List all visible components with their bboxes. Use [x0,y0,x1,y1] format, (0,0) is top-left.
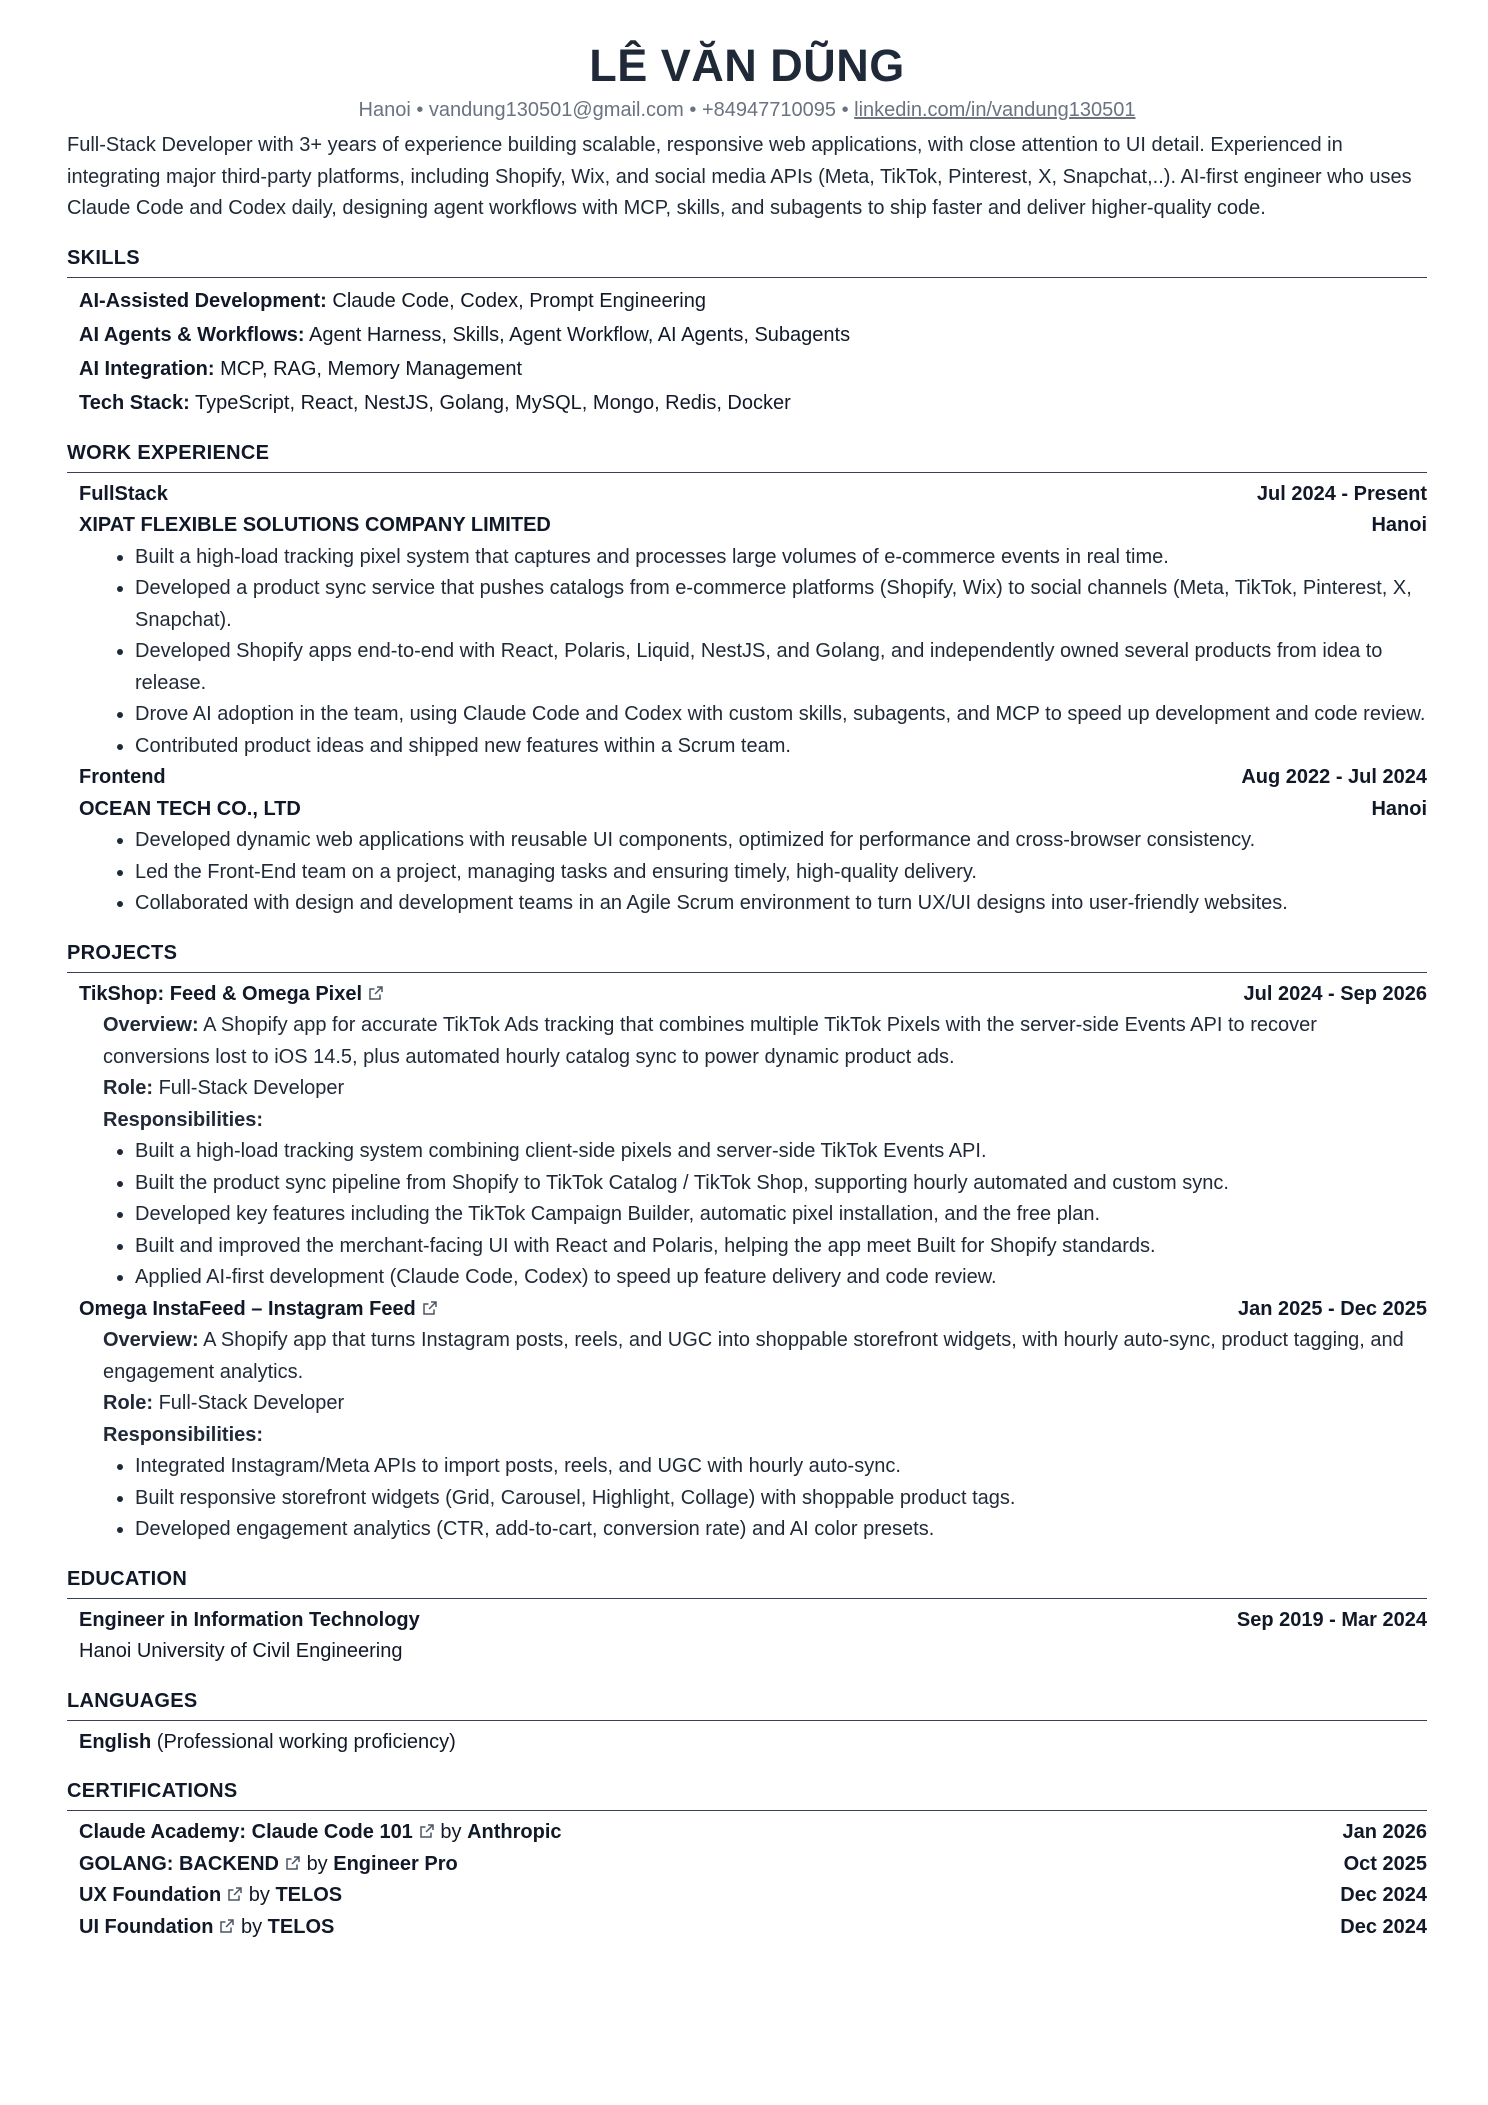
job-bullets [79,825,1427,920]
job-location: Hanoi [1371,514,1427,536]
job-company: OCEAN TECH CO., LTD [79,797,301,820]
list-item: • Led the Front-End team on a project, managing tasks and ensuring timely, high-quality delivery. [135,857,1427,889]
certification-date: Dec 2024 [1340,1884,1427,1906]
certification-issuer: TELOS [267,1915,335,1938]
project-role [79,1388,1427,1420]
summary-text: Full-Stack Developer with 3+ years of experience building scalable, responsive web applications, with close attention to UI detail. Experienced in integrating major third-party platforms, including Shopify, Wix, and social media APIs (Meta, TikTok, Pinterest, X, Snapchat,..). AI-first engineer who uses Claude Code and Codex daily, designing agent workflows with MCP, skills, and subagents to ship faster and deliver higher-quality code. [67,134,1412,219]
overview-label: Overview: [103,1014,199,1036]
by-label: by [240,1915,263,1938]
job-dates: Jul 2024 - Present [1256,482,1427,505]
degree-text: Engineer in Information Technology [79,1608,420,1631]
certifications-list [67,1811,1427,1943]
linkedin-link[interactable]: linkedin.com/in/vandung130501 [854,99,1136,121]
certification-issuer: Engineer Pro [333,1852,458,1875]
job-dates: Aug 2022 - Jul 2024 [1241,766,1427,788]
certification-row [79,1880,1427,1912]
section-title-projects: PROJECTS [67,940,1427,973]
education-entry [67,1599,1427,1668]
external-link-icon[interactable] [227,1886,243,1902]
project-role [79,1073,1427,1105]
list-item: • Collaborated with design and development teams in an Agile Scrum environment to turn UX/UI designs into user-friendly websites. [135,888,1427,920]
certification-issuer: Anthropic [467,1821,562,1843]
phone-text: +84947710095 [701,99,837,121]
project-dates: Jan 2025 - Dec 2025 [1237,1297,1427,1320]
certification-name[interactable]: UX Foundation [79,1884,222,1906]
section-title-certifications: CERTIFICATIONS [67,1778,1427,1811]
list-item: • Integrated Instagram/Meta APIs to import posts, reels, and UGC with hourly auto-sync. [135,1451,1427,1483]
language-name: English [79,1730,152,1753]
list-item: • Developed Shopify apps end-to-end with React, Polaris, Liquid, NestJS, and Golang, and independently owned several products from idea to release. [135,636,1427,699]
skill-row [79,284,1427,318]
list-item: • Developed key features including the TikTok Campaign Builder, automatic pixel installation, and the free plan. [135,1199,1427,1231]
job-company: XIPAT FLEXIBLE SOLUTIONS COMPANY LIMITED [79,514,551,536]
skill-value: Agent Harness, Skills, Agent Workflow, AI Agents, Subagents [309,323,851,346]
overview-label: Overview: [103,1329,199,1351]
job-entry [79,479,1427,763]
certification-name[interactable]: GOLANG: BACKEND [79,1852,279,1875]
job-role: FullStack [79,482,168,505]
candidate-name: LÊ VĂN DŨNG [589,40,905,91]
external-link-icon[interactable] [422,1300,438,1316]
job-location: Hanoi [1371,797,1427,820]
email-text: vandung130501@gmail.com [428,99,684,121]
role-label: Role: [103,1392,153,1414]
project-bullets [79,1136,1427,1294]
list-item: • Applied AI-first development (Claude Code, Codex) to speed up feature delivery and code review. [135,1262,1427,1294]
project-name[interactable]: TikShop: Feed & Omega Pixel [79,982,363,1005]
skill-label: Tech Stack: [79,391,190,414]
role-text: Full-Stack Developer [158,1077,345,1099]
list-item: • Contributed product ideas and shipped new features within a Scrum team. [135,731,1427,763]
job-header [79,479,1427,511]
section-title-skills: SKILLS [67,245,1427,278]
by-label: by [440,1821,462,1843]
job-bullets [79,542,1427,763]
list-item: • Developed engagement analytics (CTR, add-to-cart, conversion rate) and AI color presets. [135,1514,1427,1546]
section-title-languages: LANGUAGES [67,1688,1427,1721]
resume-page [67,38,1427,1943]
skill-value: Claude Code, Codex, Prompt Engineering [332,289,706,312]
project-title[interactable] [79,979,384,1011]
project-entry [79,979,1427,1294]
certification-issuer: TELOS [275,1884,343,1906]
list-item: • Developed a product sync service that pushes catalogs from e-commerce platforms (Shopify, Wix) to social channels (Meta, TikTok, Pinterest, X, Snapchat). [135,573,1427,636]
project-overview [79,1010,1427,1073]
separator: • [841,99,849,121]
role-text: Full-Stack Developer [158,1392,345,1414]
section-title-experience: WORK EXPERIENCE [67,440,1427,473]
list-item: • Drove AI adoption in the team, using Claude Code and Codex with custom skills, subagents, and MCP to speed up development and code review. [135,699,1427,731]
language-row [79,1727,1427,1759]
project-name[interactable]: Omega InstaFeed – Instagram Feed [79,1297,416,1320]
list-item: • Developed dynamic web applications with reusable UI components, optimized for performance and cross-browser consistency. [135,825,1427,857]
skill-label: AI-Assisted Development: [79,289,327,312]
separator: • [689,99,697,121]
skills-list [67,278,1427,420]
external-link-icon[interactable] [419,1823,435,1839]
list-item: • Built responsive storefront widgets (Grid, Carousel, Highlight, Collage) with shoppable product tags. [135,1483,1427,1515]
external-link-icon[interactable] [368,985,384,1001]
project-header [79,1294,1427,1326]
by-label: by [306,1852,328,1875]
project-entry [79,1294,1427,1546]
by-label: by [248,1884,270,1906]
skill-value: MCP, RAG, Memory Management [220,357,523,380]
certification-name[interactable]: UI Foundation [79,1915,214,1938]
education-header [79,1605,1427,1637]
job-company-row [79,794,1427,826]
project-bullets [79,1451,1427,1546]
skill-label: AI Integration: [79,357,215,380]
certification-date: Jan 2026 [1342,1821,1427,1843]
responsibilities-label: Responsibilities: [103,1423,264,1446]
certification-date: Oct 2025 [1343,1852,1427,1875]
skill-row [79,386,1427,420]
external-link-icon[interactable] [219,1918,235,1934]
languages-list [67,1721,1427,1759]
skill-value: TypeScript, React, NestJS, Golang, MySQL, Mongo, Redis, Docker [194,391,791,414]
external-link-icon[interactable] [285,1855,301,1871]
job-entry [79,762,1427,920]
overview-text: A Shopify app for accurate TikTok Ads tracking that combines multiple TikTok Pixels with the server-side Events API to recover conversions lost to iOS 14.5, plus automated hourly catalog sync to power dynamic product ads. [103,1014,1317,1068]
role-label: Role: [103,1077,153,1099]
certification-row [79,1849,1427,1881]
list-item: • Built a high-load tracking pixel system that captures and processes large volumes of e-commerce events in real time. [135,542,1427,574]
list-item: • Built and improved the merchant-facing UI with React and Polaris, helping the app meet Built for Shopify standards. [135,1231,1427,1263]
overview-text: A Shopify app that turns Instagram posts, reels, and UGC into shoppable storefront widgets, with hourly auto-sync, product tagging, and engagement analytics. [103,1329,1404,1383]
skill-label: AI Agents & Workflows: [79,323,305,346]
skill-row [79,318,1427,352]
job-role: Frontend [79,766,166,788]
project-title[interactable] [79,1294,438,1326]
project-dates: Jul 2024 - Sep 2026 [1243,982,1427,1005]
certification-row [79,1912,1427,1944]
certification-name[interactable]: Claude Academy: Claude Code 101 [79,1821,413,1843]
contact-line [67,96,1427,124]
certification-date: Dec 2024 [1340,1915,1427,1938]
list-item: • Built a high-load tracking system combining client-side pixels and server-side TikTok Events API. [135,1136,1427,1168]
certification-row [79,1817,1427,1849]
skill-row [79,352,1427,386]
section-title-education: EDUCATION [67,1566,1427,1599]
project-overview [79,1325,1427,1388]
location-text: Hanoi [358,99,411,121]
responsibilities-label: Responsibilities: [103,1108,264,1131]
job-company-row [79,510,1427,542]
separator: • [416,99,424,121]
job-header [79,762,1427,794]
projects-list [67,973,1427,1546]
language-level: (Professional working proficiency) [156,1730,456,1753]
education-dates: Sep 2019 - Mar 2024 [1236,1608,1427,1631]
experience-list [67,473,1427,920]
list-item: • Built the product sync pipeline from Shopify to TikTok Catalog / TikTok Shop, supporting hourly automated and custom sync. [135,1168,1427,1200]
school-text: Hanoi University of Civil Engineering [79,1640,403,1662]
school-row [79,1636,1427,1668]
project-header [79,979,1427,1011]
